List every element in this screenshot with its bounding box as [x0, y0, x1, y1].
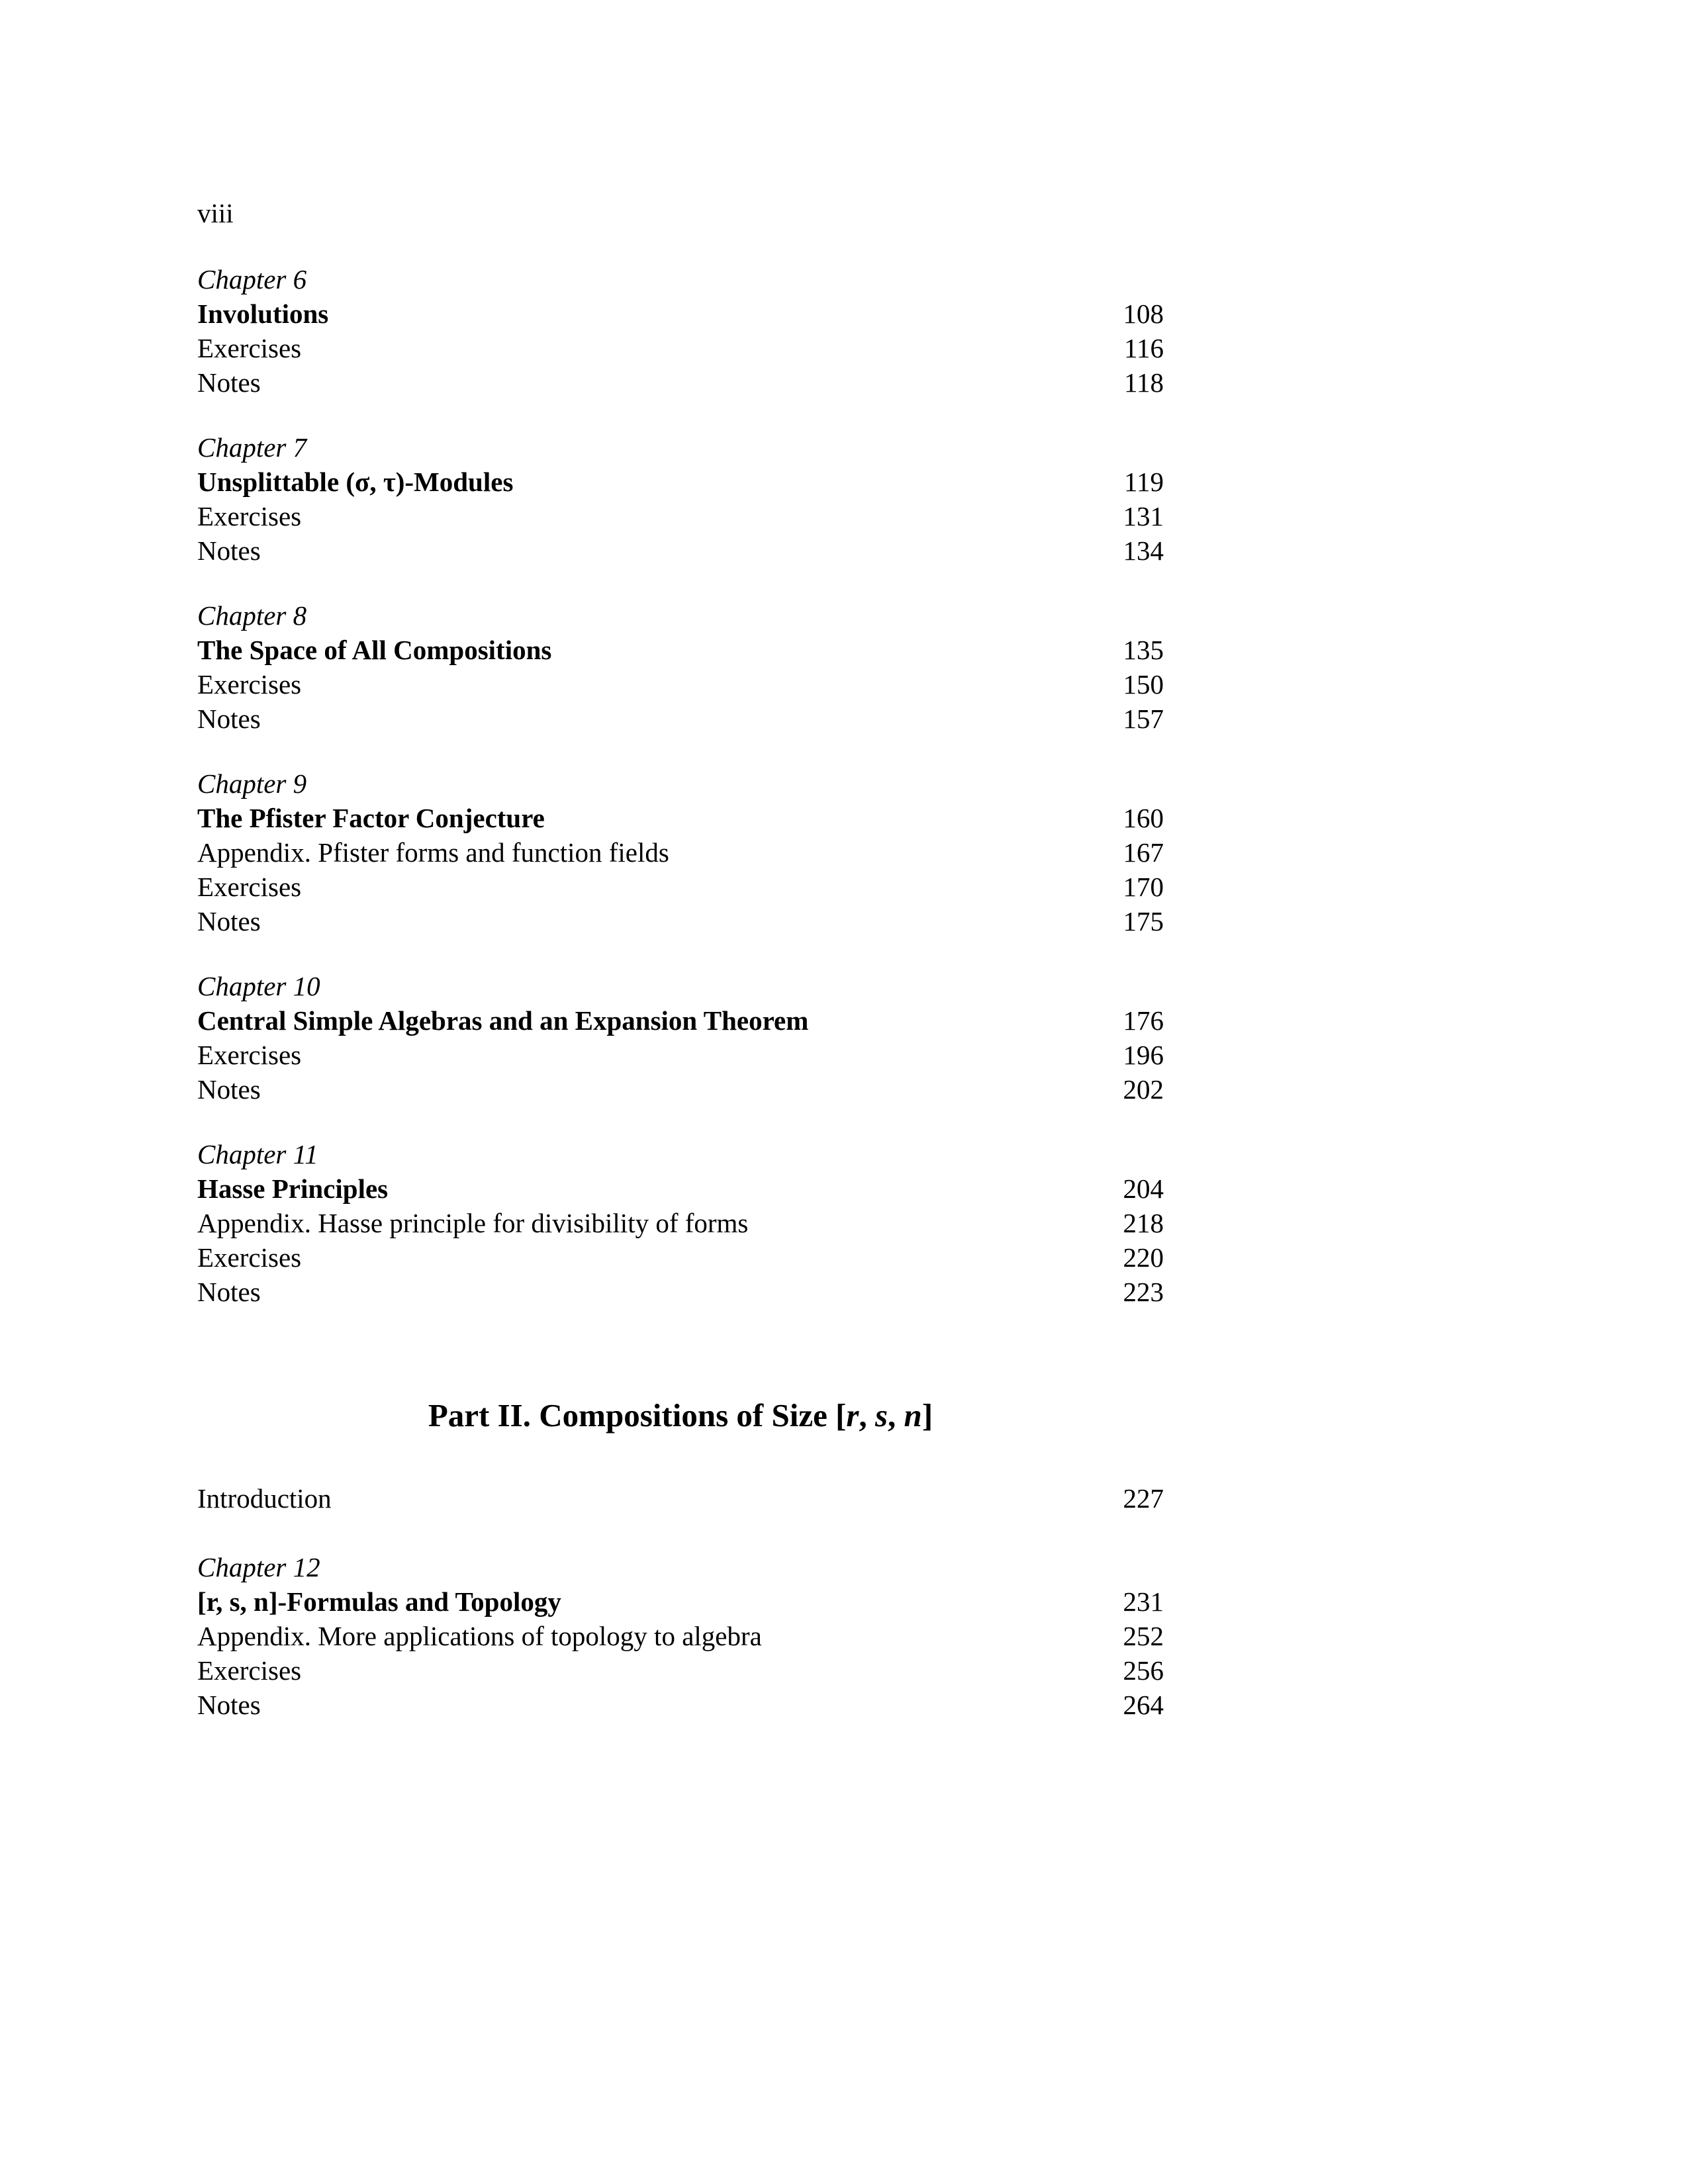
part-heading-r: r [846, 1397, 859, 1433]
chapter-label: Chapter 7 [197, 432, 307, 463]
entry-page: 175 [1123, 906, 1164, 936]
toc-entry[interactable] [197, 870, 1164, 904]
entry-title: Exercises [197, 669, 302, 700]
entry-title: Exercises [197, 1242, 302, 1273]
entry-title: Hasse Principles [197, 1173, 389, 1204]
toc-entry[interactable] [197, 1584, 1164, 1619]
toc-chapter-10 [197, 969, 1164, 1107]
entry-title: Notes [197, 1277, 261, 1307]
toc-entry[interactable] [197, 331, 1164, 365]
entry-title: Introduction [197, 1483, 332, 1514]
entry-page: 160 [1123, 803, 1164, 833]
entry-page: 170 [1123, 872, 1164, 902]
toc-chapter-12 [197, 1550, 1164, 1722]
page-folio: viii [197, 198, 234, 228]
entry-page: 227 [1123, 1483, 1164, 1514]
chapter-label: Chapter 12 [197, 1552, 320, 1582]
entry-title: Notes [197, 535, 261, 566]
toc-entry[interactable] [197, 296, 1164, 331]
entry-title: Appendix. Hasse principle for divisibility of forms [197, 1208, 749, 1238]
toc-entry[interactable] [197, 1688, 1164, 1722]
toc-chapter-11 [197, 1137, 1164, 1309]
entry-page: 176 [1123, 1005, 1164, 1036]
part-2-heading [197, 1392, 1164, 1439]
toc-entry[interactable] [197, 1240, 1164, 1275]
entry-title: Notes [197, 906, 261, 936]
toc-entry[interactable] [197, 667, 1164, 702]
chapter-label: Chapter 10 [197, 971, 320, 1001]
part-heading-comma: , [859, 1397, 875, 1433]
entry-page: 223 [1123, 1277, 1164, 1307]
part-heading-n: n [904, 1397, 922, 1433]
entry-page: 264 [1123, 1690, 1164, 1720]
chapter-label: Chapter 6 [197, 264, 307, 295]
toc-entry[interactable] [197, 801, 1164, 835]
entry-title: Notes [197, 1074, 261, 1105]
entry-page: 116 [1124, 333, 1164, 363]
entry-page: 231 [1123, 1586, 1164, 1617]
entry-title: Appendix. Pfister forms and function fields [197, 837, 669, 868]
entry-title: Appendix. More applications of topology to algebra [197, 1621, 762, 1651]
toc-chapter-7 [197, 430, 1164, 568]
entry-page: 252 [1123, 1621, 1164, 1651]
entry-title: Exercises [197, 1655, 302, 1686]
toc-entry[interactable] [197, 533, 1164, 568]
entry-title: Exercises [197, 501, 302, 531]
entry-title: Notes [197, 367, 261, 398]
entry-page: 157 [1123, 704, 1164, 734]
toc-entry[interactable] [197, 1619, 1164, 1653]
entry-page: 108 [1123, 298, 1164, 329]
entry-page: 202 [1123, 1074, 1164, 1105]
entry-page: 196 [1123, 1040, 1164, 1070]
entry-page: 119 [1124, 467, 1164, 497]
part-heading-comma: , [888, 1397, 904, 1433]
entry-title: Exercises [197, 872, 302, 902]
entry-title: Notes [197, 704, 261, 734]
entry-page: 167 [1123, 837, 1164, 868]
entry-page: 218 [1123, 1208, 1164, 1238]
toc-entry[interactable] [197, 835, 1164, 870]
part-heading-prefix: Part II. Compositions of Size [ [428, 1397, 847, 1433]
entry-title: Exercises [197, 333, 302, 363]
toc-entry[interactable] [197, 1653, 1164, 1688]
toc-entry[interactable] [197, 702, 1164, 736]
toc-entry[interactable] [197, 1275, 1164, 1309]
entry-title: The Space of All Compositions [197, 635, 552, 665]
toc-entry[interactable] [197, 499, 1164, 533]
entry-page: 150 [1123, 669, 1164, 700]
toc-entry[interactable] [197, 1038, 1164, 1072]
toc-chapter-6 [197, 262, 1164, 400]
part-heading-suffix: ] [921, 1397, 933, 1433]
entry-page: 118 [1124, 367, 1164, 398]
toc-entry[interactable] [197, 465, 1164, 499]
entry-title: Unsplittable (σ, τ)-Modules [197, 467, 514, 497]
toc-entry[interactable] [197, 1171, 1164, 1206]
toc-entry[interactable] [197, 1206, 1164, 1240]
entry-title: Central Simple Algebras and an Expansion Theorem [197, 1005, 809, 1036]
entry-page: 256 [1123, 1655, 1164, 1686]
entry-title: Involutions [197, 298, 329, 329]
toc-entry[interactable] [197, 1003, 1164, 1038]
toc-chapter-8 [197, 598, 1164, 736]
toc-entry[interactable] [197, 1481, 1164, 1516]
toc-entry[interactable] [197, 365, 1164, 400]
toc-entry[interactable] [197, 904, 1164, 938]
entry-page: 204 [1123, 1173, 1164, 1204]
entry-title: The Pfister Factor Conjecture [197, 803, 545, 833]
toc-entry[interactable] [197, 1072, 1164, 1107]
entry-title: Exercises [197, 1040, 302, 1070]
entry-title: [r, s, n]-Formulas and Topology [197, 1586, 561, 1617]
toc-chapter-9 [197, 766, 1164, 938]
chapter-label: Chapter 8 [197, 600, 307, 631]
entry-page: 135 [1123, 635, 1164, 665]
entry-page: 131 [1123, 501, 1164, 531]
entry-title: Notes [197, 1690, 261, 1720]
chapter-label: Chapter 9 [197, 768, 307, 799]
toc-entry[interactable] [197, 633, 1164, 667]
entry-page: 134 [1123, 535, 1164, 566]
toc-introduction [197, 1481, 1164, 1516]
chapter-label: Chapter 11 [197, 1139, 318, 1169]
entry-page: 220 [1123, 1242, 1164, 1273]
part-heading-s: s [874, 1397, 888, 1433]
